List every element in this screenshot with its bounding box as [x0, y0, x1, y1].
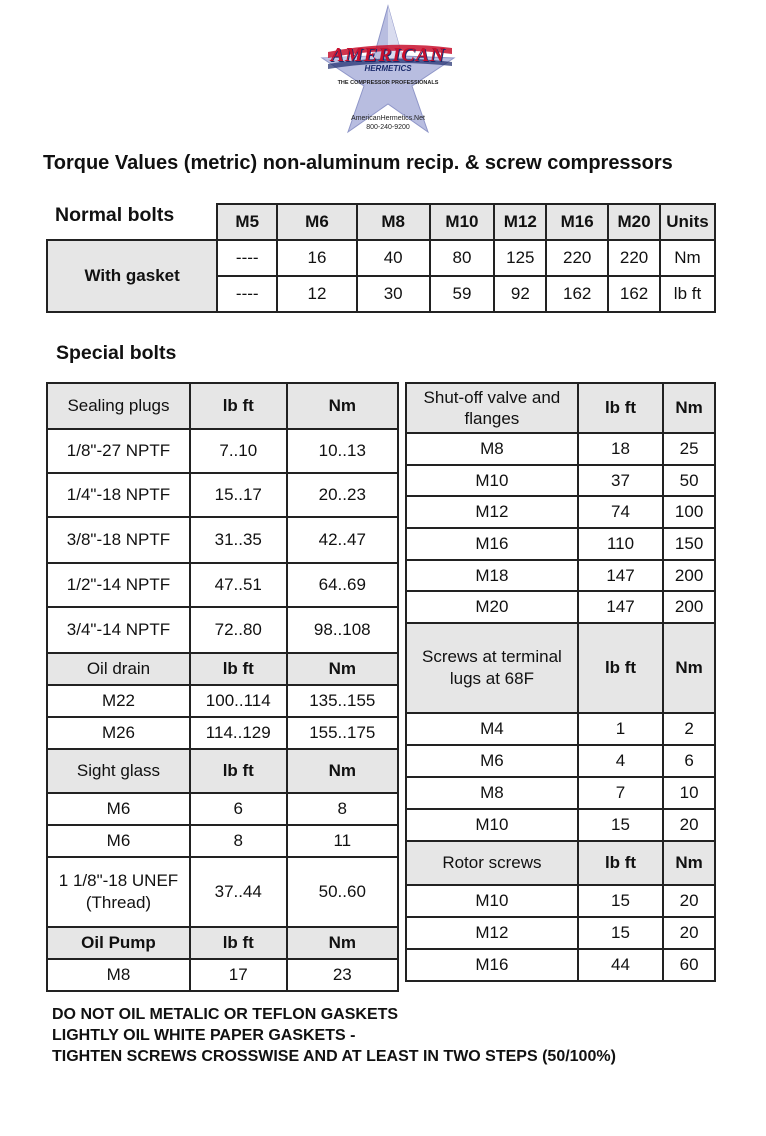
- table-cell: 200: [663, 560, 715, 591]
- terminal-header-line2: lugs at 68F: [449, 669, 534, 688]
- table-cell: 31..35: [190, 517, 287, 563]
- logo-contact: [318, 114, 458, 132]
- header-cell: Units: [660, 204, 715, 240]
- header-cell: M6: [277, 204, 357, 240]
- table-cell: 20: [663, 809, 715, 841]
- table-row: [47, 857, 398, 927]
- rotor-header-row: [406, 841, 715, 885]
- table-cell: 7: [578, 777, 663, 809]
- header-cell: M12: [494, 204, 546, 240]
- table-cell: 17: [190, 959, 287, 991]
- table-cell: M10: [406, 885, 578, 917]
- table-cell: 6: [190, 793, 287, 825]
- table-cell: 220: [608, 240, 660, 276]
- table-row: [406, 917, 715, 949]
- table-cell: 20: [663, 885, 715, 917]
- table-cell: 162: [608, 276, 660, 312]
- table-cell: 147: [578, 591, 663, 623]
- table-cell: 50..60: [287, 857, 398, 927]
- table-row: [406, 591, 715, 623]
- table-cell: 15: [578, 809, 663, 841]
- header-cell: M16: [546, 204, 608, 240]
- oil-drain-header-row: [47, 653, 398, 685]
- table-row: [47, 685, 398, 717]
- note-line-2: [52, 1025, 616, 1046]
- row-label-cell: With gasket: [47, 240, 217, 312]
- table-cell: 42..47: [287, 517, 398, 563]
- logo-website: AmericanHermetics.Net: [351, 115, 425, 122]
- table-cell: 1/4"-18 NPTF: [47, 473, 190, 517]
- normal-bolts-header-row: [47, 204, 715, 240]
- blank-cell: [47, 204, 217, 240]
- notes-block: [52, 1004, 616, 1067]
- table-cell: 10: [663, 777, 715, 809]
- header-cell: lb ft: [578, 623, 663, 713]
- table-row: [406, 528, 715, 560]
- table-cell: ----: [217, 276, 277, 312]
- header-cell: lb ft: [578, 841, 663, 885]
- logo-sub: HERMETICS: [364, 64, 412, 73]
- header-cell: Nm: [663, 623, 715, 713]
- header-cell: [406, 383, 578, 433]
- table-row: [47, 793, 398, 825]
- note-line-1: DO NOT OIL METALIC OR TEFLON GASKETS: [52, 1006, 399, 1023]
- table-cell: 4: [578, 745, 663, 777]
- header-cell: M20: [608, 204, 660, 240]
- table-cell: 15: [578, 917, 663, 949]
- table-cell: Nm: [660, 240, 715, 276]
- table-cell: 100..114: [190, 685, 287, 717]
- table-cell: 11: [287, 825, 398, 857]
- header-cell: Rotor screws: [406, 841, 578, 885]
- header-cell: Sight glass: [47, 749, 190, 793]
- table-cell: 150: [663, 528, 715, 560]
- table-cell: M12: [406, 917, 578, 949]
- sight-glass-header-row: [47, 749, 398, 793]
- logo-name: AMERICAN: [330, 44, 446, 66]
- shutoff-header-line2: flanges: [464, 409, 520, 428]
- table-cell: M6: [47, 793, 190, 825]
- table-cell: M6: [47, 825, 190, 857]
- table-cell: 30: [357, 276, 430, 312]
- header-cell: lb ft: [190, 749, 287, 793]
- normal-bolts-table: [46, 203, 716, 313]
- table-cell: 12: [277, 276, 357, 312]
- table-cell: 18: [578, 433, 663, 465]
- table-cell: 20..23: [287, 473, 398, 517]
- table-row: [406, 496, 715, 528]
- header-cell: lb ft: [578, 383, 663, 433]
- table-cell: 80: [430, 240, 495, 276]
- normal-bolts-label: Normal bolts: [55, 204, 175, 226]
- table-cell: 47..51: [190, 563, 287, 607]
- header-cell: Nm: [287, 653, 398, 685]
- sealing-header-row: [47, 383, 398, 429]
- table-cell: M20: [406, 591, 578, 623]
- table-cell: M4: [406, 713, 578, 745]
- note-line-3: TIGHTEN SCREWS CROSSWISE AND AT LEAST IN TWO STEPS (50/100%): [52, 1048, 616, 1065]
- table-cell: 1/8"-27 NPTF: [47, 429, 190, 473]
- table-cell: 20: [663, 917, 715, 949]
- table-cell: 7..10: [190, 429, 287, 473]
- table-cell: 44: [578, 949, 663, 981]
- oil-pump-header-row: [47, 927, 398, 959]
- table-cell: 25: [663, 433, 715, 465]
- table-cell: lb ft: [660, 276, 715, 312]
- thread-line1: 1 1/8"-18 UNEF: [58, 871, 179, 890]
- header-cell: M5: [217, 204, 277, 240]
- table-row: [47, 517, 398, 563]
- table-cell: 15..17: [190, 473, 287, 517]
- table-row: [406, 885, 715, 917]
- header-cell: lb ft: [190, 383, 287, 429]
- page-title: Torque Values (metric) non-aluminum recip. & screw compressors: [43, 152, 673, 174]
- table-cell: 135..155: [287, 685, 398, 717]
- table-cell: 64..69: [287, 563, 398, 607]
- table-row: [406, 560, 715, 591]
- special-bolts-right-table: [405, 382, 716, 982]
- table-cell: 59: [430, 276, 495, 312]
- table-cell: 40: [357, 240, 430, 276]
- table-row: [406, 745, 715, 777]
- table-row: [406, 809, 715, 841]
- table-cell: 125: [494, 240, 546, 276]
- header-cell: Nm: [663, 841, 715, 885]
- header-cell: lb ft: [190, 927, 287, 959]
- table-row: [406, 949, 715, 981]
- table-cell: M8: [406, 777, 578, 809]
- table-row: [47, 473, 398, 517]
- thread-line2: (Thread): [85, 893, 152, 912]
- table-cell: M18: [406, 560, 578, 591]
- table-cell: M12: [406, 496, 578, 528]
- header-cell: Oil drain: [47, 653, 190, 685]
- table-cell: 15: [578, 885, 663, 917]
- table-cell: 8: [190, 825, 287, 857]
- table-cell: 147: [578, 560, 663, 591]
- logo-phone: 800-240-9200: [366, 124, 410, 131]
- table-cell: 16: [277, 240, 357, 276]
- note-line-2-rest: OIL WHITE PAPER GASKETS -: [118, 1027, 356, 1044]
- header-cell: Nm: [663, 383, 715, 433]
- special-bolts-left-table: [46, 382, 399, 992]
- header-cell: [406, 623, 578, 713]
- table-cell: 1: [578, 713, 663, 745]
- header-cell: Nm: [287, 383, 398, 429]
- table-cell: 37: [578, 465, 663, 496]
- header-cell: Nm: [287, 927, 398, 959]
- header-cell: Nm: [287, 749, 398, 793]
- table-cell: 37..44: [190, 857, 287, 927]
- special-bolts-label: Special bolts: [56, 342, 177, 364]
- table-row: [406, 465, 715, 496]
- note-line-2-bold: LIGHTLY: [52, 1027, 119, 1044]
- table-cell: 162: [546, 276, 608, 312]
- table-row: [47, 607, 398, 653]
- table-cell: 220: [546, 240, 608, 276]
- table-cell: 114..129: [190, 717, 287, 749]
- table-cell: 1/2"-14 NPTF: [47, 563, 190, 607]
- table-cell: 3/4"-14 NPTF: [47, 607, 190, 653]
- table-cell: 72..80: [190, 607, 287, 653]
- table-cell: M26: [47, 717, 190, 749]
- table-cell: 10..13: [287, 429, 398, 473]
- table-cell: 155..175: [287, 717, 398, 749]
- thread-cell: [47, 857, 190, 927]
- table-cell: 8: [287, 793, 398, 825]
- table-cell: 110: [578, 528, 663, 560]
- table-cell: M10: [406, 809, 578, 841]
- terminal-header-line1: Screws at terminal: [421, 647, 562, 666]
- table-cell: 6: [663, 745, 715, 777]
- table-cell: 92: [494, 276, 546, 312]
- table-cell: ----: [217, 240, 277, 276]
- table-row: [47, 825, 398, 857]
- table-cell: 100: [663, 496, 715, 528]
- table-row: [406, 433, 715, 465]
- shutoff-header-row: [406, 383, 715, 433]
- table-row: [47, 717, 398, 749]
- table-row: [406, 777, 715, 809]
- table-row: [47, 563, 398, 607]
- table-cell: M10: [406, 465, 578, 496]
- table-cell: 60: [663, 949, 715, 981]
- table-cell: 23: [287, 959, 398, 991]
- table-cell: 74: [578, 496, 663, 528]
- header-cell: lb ft: [190, 653, 287, 685]
- table-cell: M8: [406, 433, 578, 465]
- table-cell: 98..108: [287, 607, 398, 653]
- table-cell: 2: [663, 713, 715, 745]
- header-cell: M10: [430, 204, 495, 240]
- table-cell: 200: [663, 591, 715, 623]
- table-cell: 3/8"-18 NPTF: [47, 517, 190, 563]
- table-row: [47, 959, 398, 991]
- header-cell: M8: [357, 204, 430, 240]
- company-logo: [318, 4, 458, 134]
- header-cell: Oil Pump: [47, 927, 190, 959]
- table-cell: M22: [47, 685, 190, 717]
- table-cell: M6: [406, 745, 578, 777]
- table-row: [47, 429, 398, 473]
- table-cell: M8: [47, 959, 190, 991]
- table-cell: M16: [406, 949, 578, 981]
- header-cell: Sealing plugs: [47, 383, 190, 429]
- logo-tagline: THE COMPRESSOR PROFESSIONALS: [337, 80, 439, 86]
- shutoff-header-line1: Shut-off valve and: [423, 388, 561, 407]
- table-row: [47, 240, 715, 276]
- table-cell: 50: [663, 465, 715, 496]
- table-row: [406, 713, 715, 745]
- terminal-header-row: [406, 623, 715, 713]
- table-cell: M16: [406, 528, 578, 560]
